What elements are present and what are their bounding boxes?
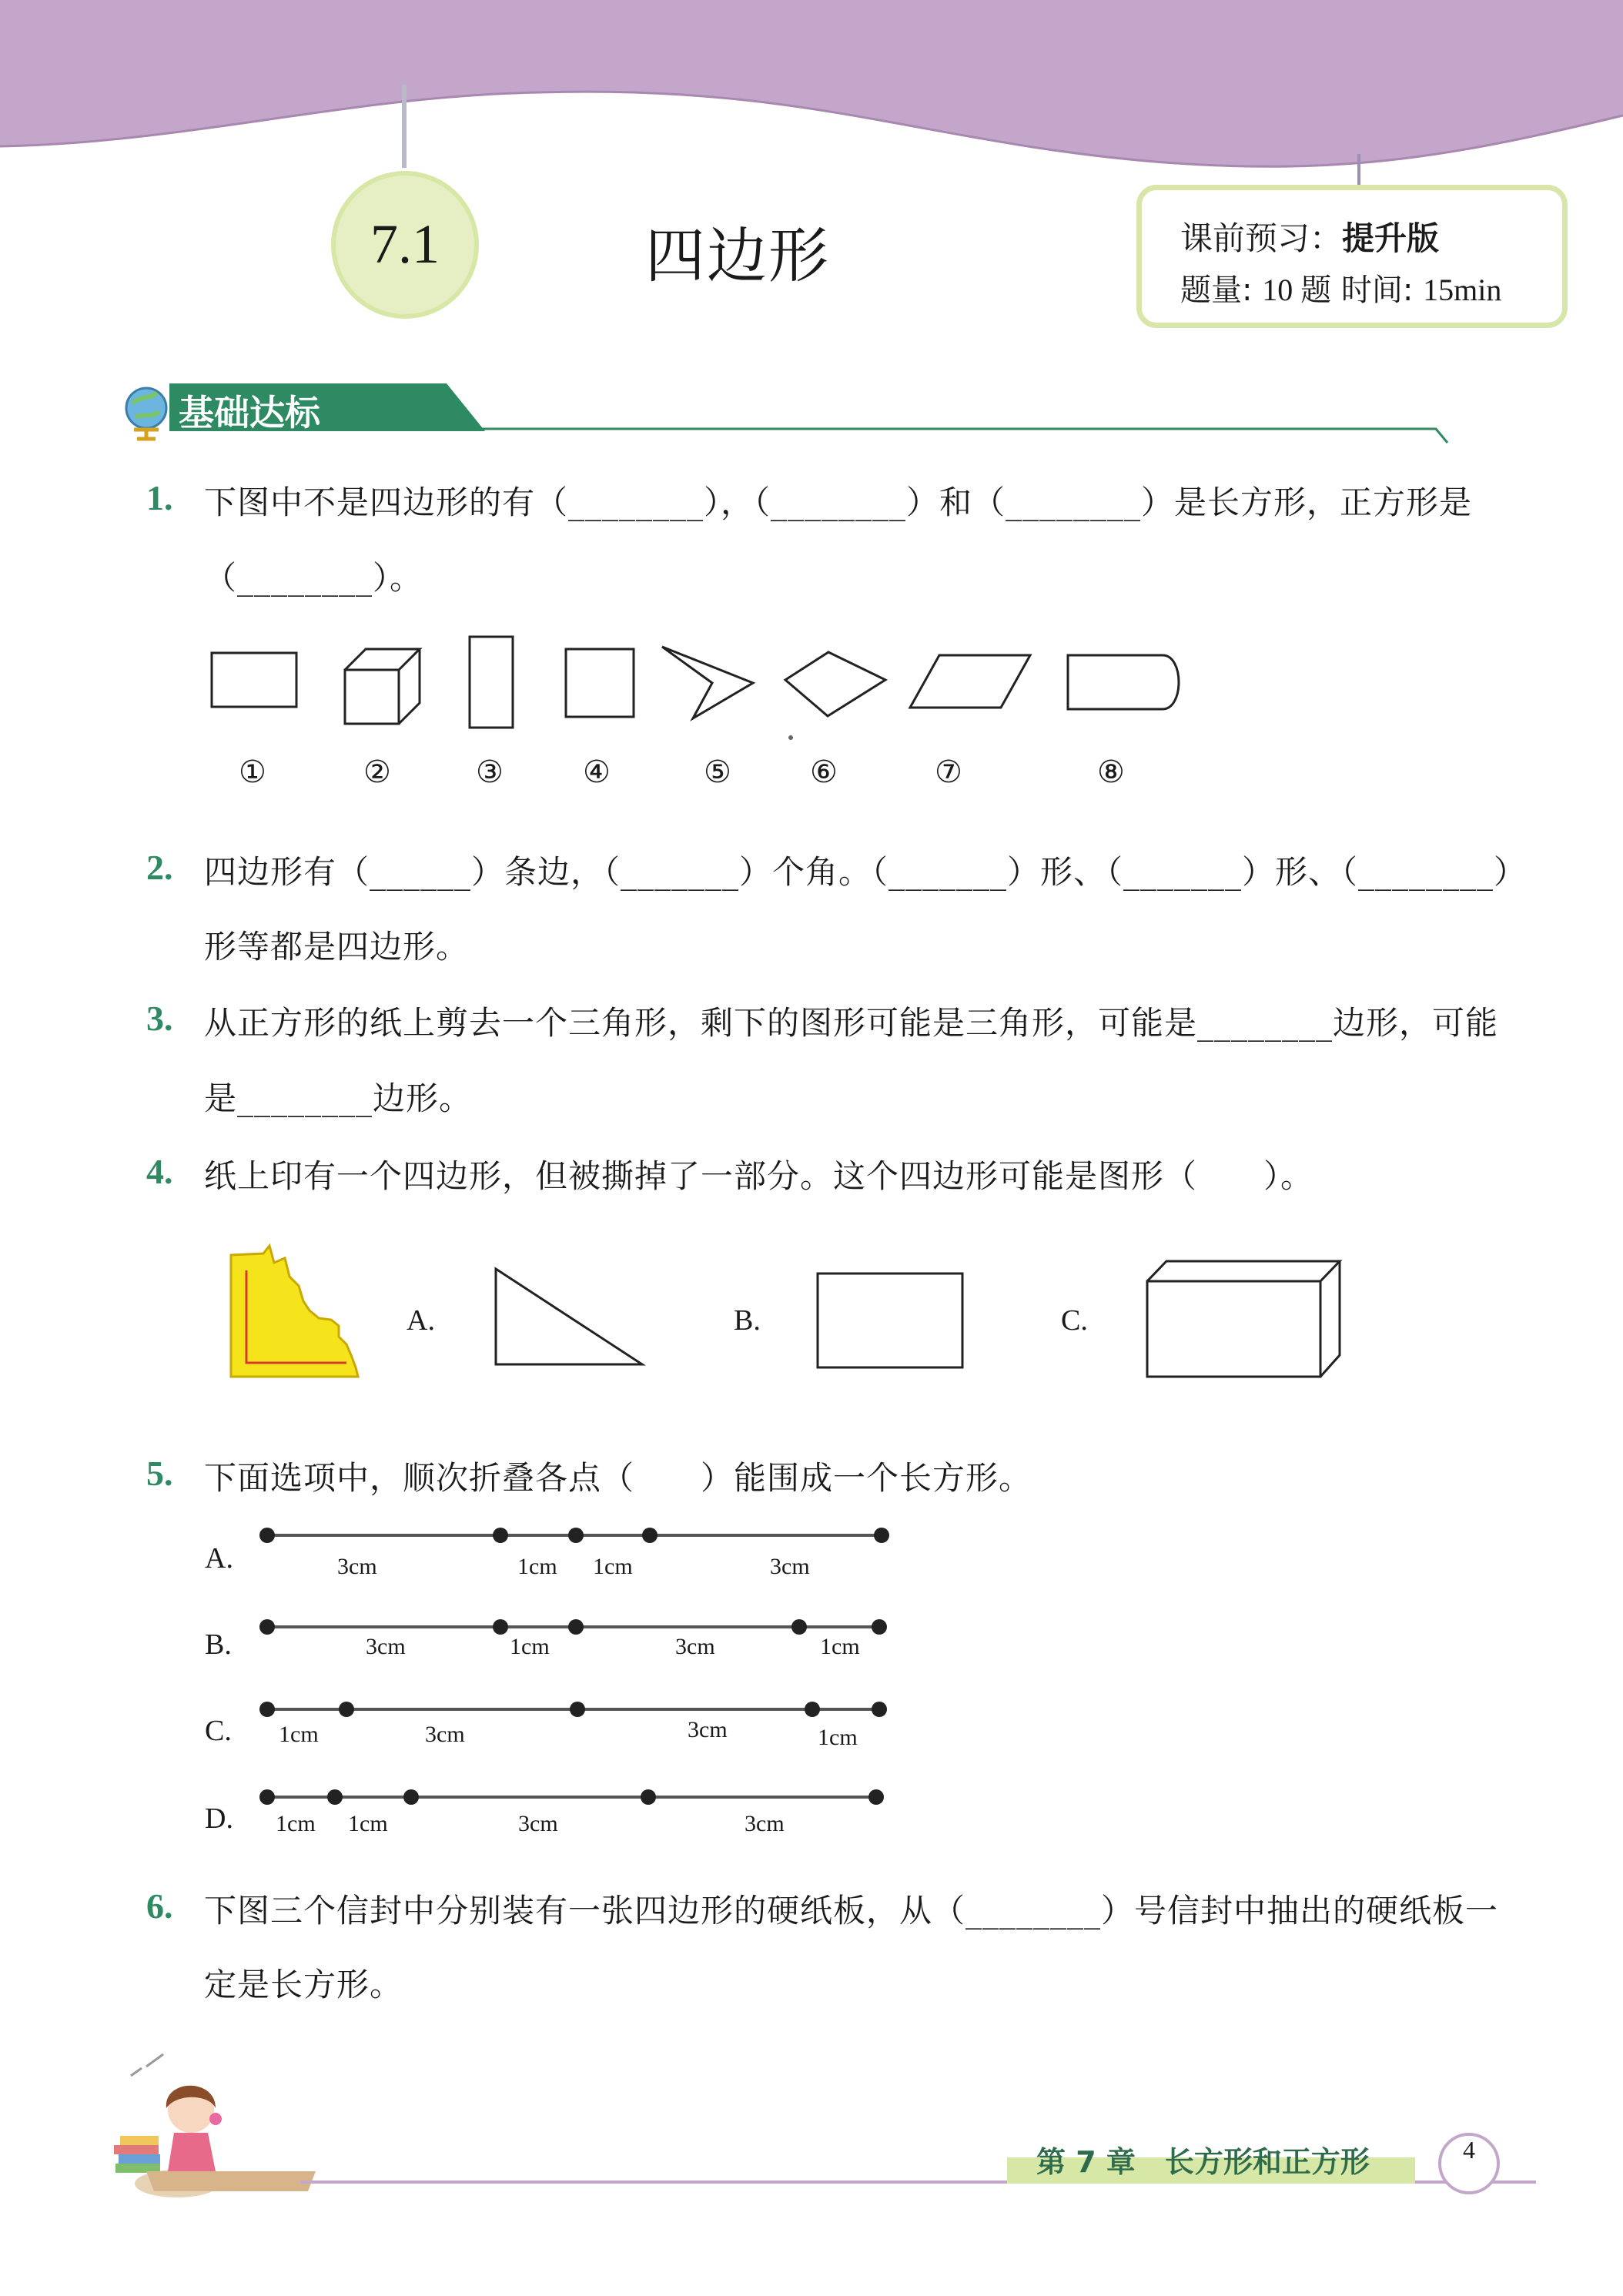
q4-option-a: A.: [407, 1304, 435, 1337]
q5-a-seg-4: 3cm: [770, 1554, 810, 1579]
q6-number: 6.: [146, 1886, 173, 1926]
q5-a-seg-3: 1cm: [593, 1554, 633, 1579]
section-number-badge: [328, 168, 482, 322]
q5-d-seg-2: 1cm: [348, 1811, 388, 1836]
q5-option-c-label: C.: [205, 1715, 232, 1747]
q3-text: 从正方形的纸上剪去一个三角形，剩下的图形可能是三角形，可能是________边形，可能: [204, 1004, 1499, 1042]
q5-a-seg-1: 3cm: [337, 1554, 377, 1579]
q6-text: 下图三个信封中分别装有一张四边形的硬纸板，从（________）号信封中抽出的硬纸板一: [204, 1892, 1499, 1930]
shape-label-7: ⑦: [935, 755, 962, 790]
q5-text: 下面选项中，顺次折叠各点（ ）能围成一个长方形。: [204, 1459, 1032, 1497]
q5-c-seg-3: 3cm: [688, 1717, 728, 1742]
q2-number: 2.: [146, 848, 173, 887]
q2-text-cont: 形等都是四边形。: [204, 928, 470, 966]
shape-5-arrowhead: [662, 647, 753, 718]
q1-shapes: [208, 628, 1209, 743]
q4-text: 纸上印有一个四边形，但被撕掉了一部分。这个四边形可能是图形（ ）。: [204, 1157, 1314, 1195]
info-time: 15min: [1423, 273, 1502, 307]
q5-option-a-line: [254, 1526, 901, 1557]
q5-d-seg-1: 1cm: [276, 1811, 316, 1836]
shape-label-2: ②: [363, 755, 391, 790]
q4-figures: [223, 1240, 1363, 1386]
shape-7-parallelogram: [910, 655, 1030, 708]
shape-label-5: ⑤: [704, 755, 731, 790]
option-b-rectangle: [818, 1274, 962, 1367]
shape-label-4: ④: [583, 755, 611, 790]
q1-number: 1.: [146, 478, 173, 517]
q6-text-cont: 定是长方形。: [204, 1966, 403, 2003]
shape-3-tall-rectangle: [470, 637, 513, 728]
q5-option-d-label: D.: [205, 1802, 233, 1835]
info-count-label: 题量:: [1180, 273, 1253, 308]
shape-label-8: ⑧: [1097, 755, 1125, 790]
option-a-triangle: [496, 1269, 642, 1364]
q5-d-seg-3: 3cm: [518, 1811, 558, 1836]
info-version: 提升版: [1342, 219, 1440, 257]
q5-c-seg-2: 3cm: [425, 1722, 465, 1747]
section-badge-graphic: [123, 377, 1455, 447]
footer-graphics: [108, 2048, 1555, 2225]
q5-option-a-label: A.: [205, 1542, 233, 1575]
shape-4-square: [566, 649, 634, 717]
shape-8-rounded-shape: [1068, 655, 1179, 709]
shape-label-6: ⑥: [810, 755, 838, 790]
q1-text: 下图中不是四边形的有（________），（________）和（________）是长方形，正方形是: [204, 484, 1473, 521]
top-banner: [0, 0, 1623, 185]
shape-1-rectangle: [212, 653, 296, 707]
info-time-label: 时间:: [1340, 273, 1414, 308]
q5-b-seg-4: 1cm: [820, 1634, 860, 1659]
q4-number: 4.: [146, 1152, 173, 1191]
info-box: [1136, 185, 1568, 328]
q5-c-seg-1: 1cm: [279, 1722, 319, 1747]
q1-text-cont: （________）。: [204, 559, 423, 597]
torn-quadrilateral: [231, 1246, 358, 1377]
shape-2-cube: [345, 649, 420, 724]
shape-6-rhombus: [785, 652, 885, 716]
footer-chapter: 第 7 章 长方形和正方形: [1036, 2145, 1370, 2179]
section-number: 7.1: [370, 213, 440, 275]
q4-option-c: C.: [1061, 1304, 1088, 1337]
q5-option-b-label: B.: [205, 1628, 232, 1661]
q5-number: 5.: [146, 1454, 173, 1493]
q5-b-seg-2: 1cm: [510, 1634, 550, 1659]
q5-b-seg-1: 3cm: [366, 1634, 406, 1659]
q2-text: 四边形有（______）条边，（_______）个角。（_______）形、（_______）形、（________）: [204, 853, 1528, 891]
q5-c-seg-4: 1cm: [818, 1725, 858, 1750]
shape-label-1: ①: [239, 755, 266, 790]
q4-option-b: B.: [734, 1304, 761, 1337]
shape-label-3: ③: [476, 755, 504, 790]
page-number: 4: [1463, 2136, 1475, 2164]
q5-d-seg-4: 3cm: [745, 1811, 785, 1836]
q5-b-seg-3: 3cm: [675, 1634, 715, 1659]
q5-option-c-line: [254, 1700, 901, 1731]
option-c-box: [1147, 1261, 1340, 1377]
q3-text-cont: 是________边形。: [204, 1079, 473, 1117]
info-count: 10 题: [1262, 273, 1332, 307]
page-title: 四边形: [645, 222, 831, 291]
q5-a-seg-2: 1cm: [517, 1554, 557, 1579]
section-badge-label: 基础达标: [179, 392, 320, 433]
q3-number: 3.: [146, 999, 173, 1038]
q5-option-b-line: [254, 1618, 901, 1648]
info-label: 课前预习：: [1180, 219, 1343, 257]
student-illustration: [114, 2054, 316, 2197]
